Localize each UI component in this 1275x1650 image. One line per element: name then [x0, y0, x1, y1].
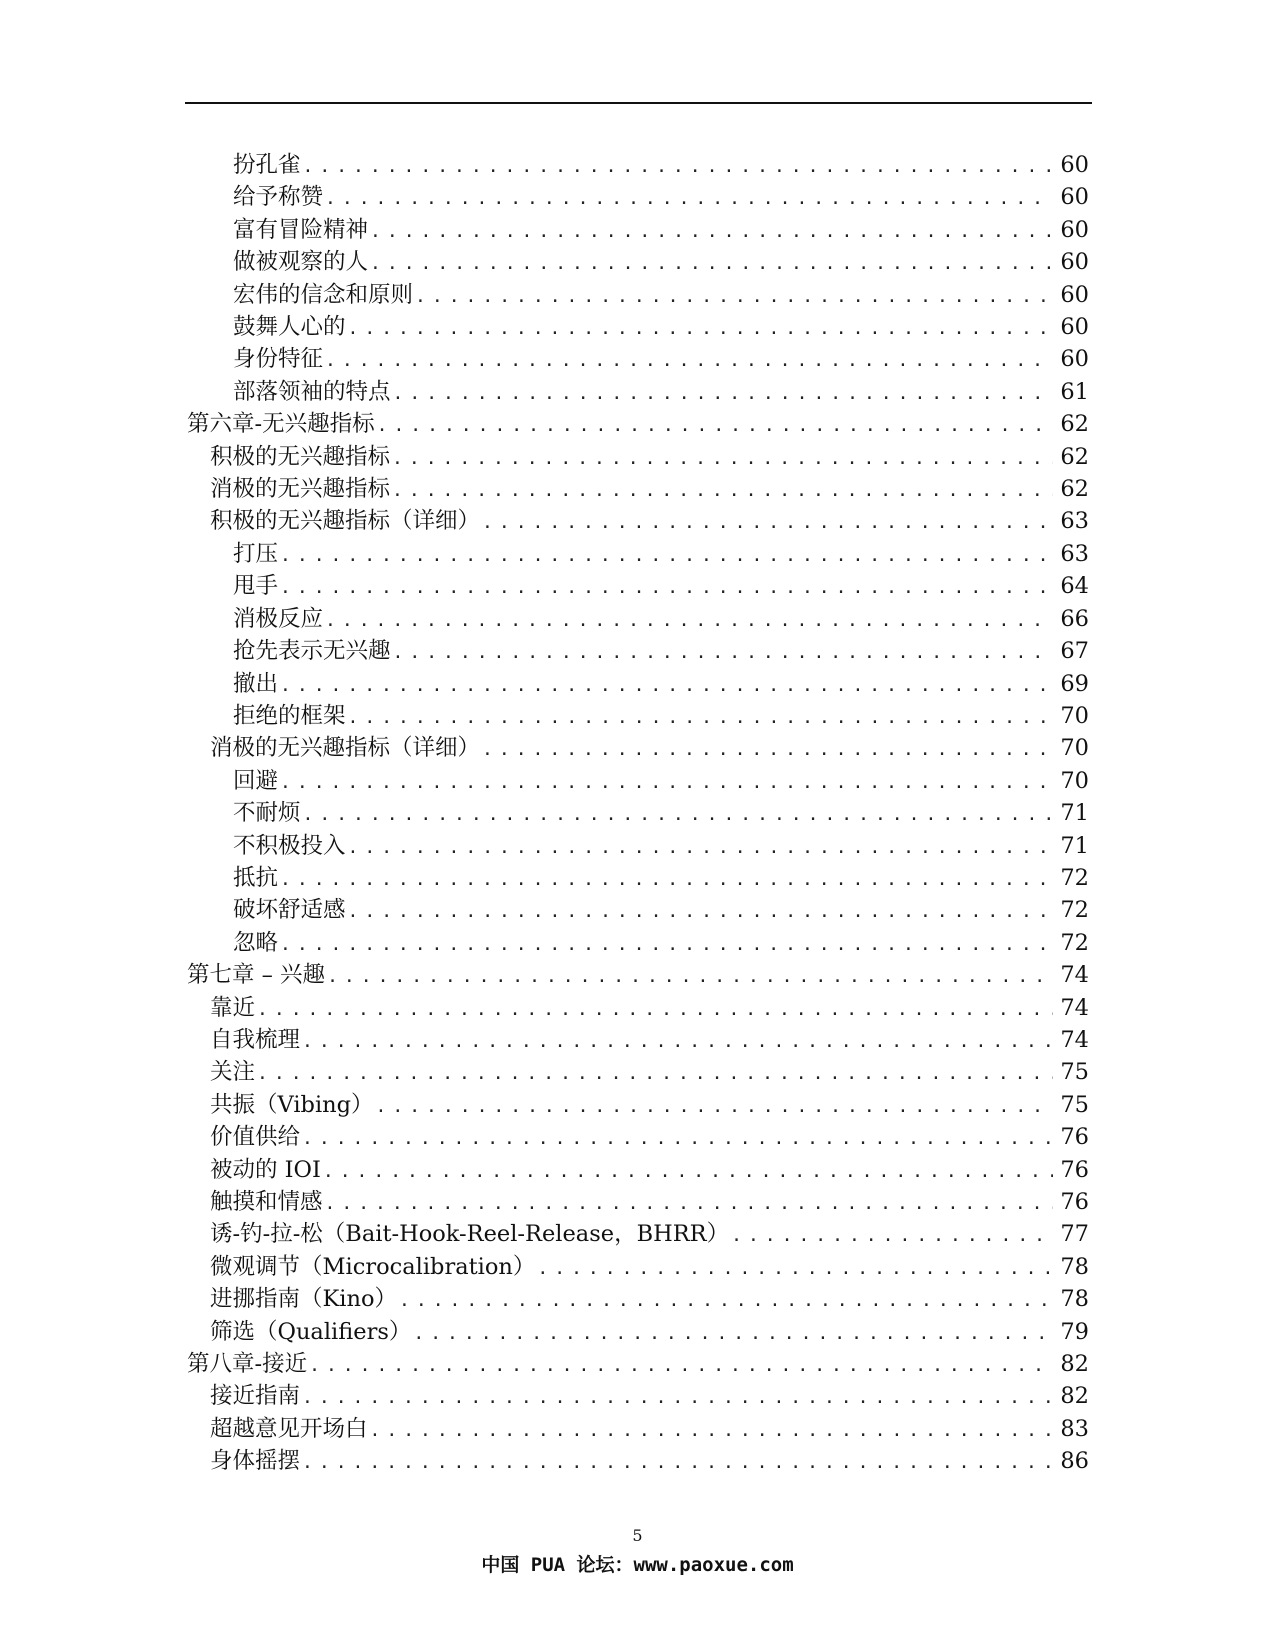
toc-entry-title: 宏伟的信念和原则 [233, 281, 414, 308]
toc-entry-title: 共振（Vibing） [210, 1091, 374, 1118]
toc-dot-leader [302, 1026, 1053, 1056]
toc-entry-page: 74 [1060, 962, 1089, 989]
toc-dot-leader [370, 216, 1053, 246]
toc-dot-leader [302, 1123, 1053, 1153]
toc-entry-title: 做被观察的人 [233, 249, 369, 276]
toc-entry-title: 消极的无兴趣指标 [210, 476, 391, 503]
toc-entry-title: 消极的无兴趣指标（详细） [210, 735, 481, 762]
toc-entry-title: 抵抗 [233, 864, 279, 891]
toc-dot-leader [280, 864, 1053, 894]
header-rule [185, 102, 1092, 104]
toc-entry-title: 撤出 [233, 670, 279, 697]
toc-entry[interactable] [187, 279, 1089, 311]
toc-entry-page: 64 [1060, 573, 1089, 600]
toc-entry[interactable] [187, 700, 1089, 732]
toc-entry-title: 扮孔雀 [233, 152, 301, 178]
toc-entry-page: 60 [1060, 249, 1089, 276]
toc-entry-title: 忽略 [233, 929, 279, 956]
toc-entry-title: 甩手 [233, 573, 279, 600]
toc-entry[interactable] [187, 538, 1089, 570]
toc-entry-title: 触摸和情感 [210, 1189, 323, 1215]
toc-dot-leader [257, 994, 1053, 1024]
toc-entry-title: 第八章-接近 [187, 1351, 308, 1378]
toc-dot-leader [370, 1415, 1053, 1445]
toc-entry[interactable] [187, 343, 1089, 375]
toc-entry[interactable] [187, 765, 1089, 797]
toc-dot-leader [377, 410, 1053, 440]
toc-dot-leader [348, 702, 1053, 732]
toc-entry-page: 60 [1060, 314, 1089, 341]
toc-entry-title: 靠近 [210, 994, 256, 1021]
toc-dot-leader [537, 1253, 1053, 1283]
toc-entry-title: 关注 [210, 1059, 256, 1086]
toc-entry-title: 破坏舒适感 [233, 897, 346, 924]
toc-entry-page: 75 [1060, 1091, 1089, 1118]
toc-entry-page: 70 [1060, 702, 1089, 729]
toc-entry-title: 鼓舞人心的 [233, 314, 346, 341]
toc-entry-page: 60 [1060, 184, 1089, 211]
toc-entry-page: 63 [1060, 540, 1089, 567]
toc-entry-page: 60 [1060, 281, 1089, 308]
toc-dot-leader [303, 799, 1053, 829]
toc-entry[interactable] [187, 1089, 1089, 1121]
toc-entry-page: 60 [1060, 346, 1089, 373]
toc-entry[interactable] [187, 214, 1089, 246]
toc-entry-page: 62 [1060, 411, 1089, 438]
footer-text: 中国 PUA 论坛：www.paoxue.com [481, 1554, 794, 1576]
toc-dot-leader [482, 734, 1053, 764]
toc-entry-title: 身份特征 [233, 346, 324, 373]
toc-entry[interactable] [187, 376, 1089, 408]
toc-entry[interactable] [187, 246, 1089, 278]
toc-entry[interactable] [187, 894, 1089, 926]
toc-entry-title: 打压 [233, 540, 279, 567]
toc-entry-page: 62 [1060, 476, 1089, 503]
page-number: 5 [632, 1526, 643, 1545]
toc-entry[interactable] [187, 927, 1089, 959]
toc-entry-title: 第七章 – 兴趣 [187, 962, 326, 989]
toc-entry-page: 76 [1060, 1124, 1089, 1151]
toc-entry-page: 61 [1060, 378, 1089, 405]
toc-entry[interactable] [187, 732, 1089, 764]
toc-entry[interactable] [187, 408, 1089, 440]
toc-dot-leader [302, 1447, 1053, 1477]
toc-entry-page: 72 [1060, 929, 1089, 956]
toc-entry[interactable] [187, 1316, 1089, 1348]
toc-entry[interactable] [187, 1413, 1089, 1445]
toc-entry-page: 71 [1060, 832, 1089, 859]
toc-entry-page: 77 [1060, 1221, 1089, 1248]
toc-dot-leader [280, 929, 1053, 959]
toc-dot-leader [731, 1220, 1053, 1250]
toc-entry-page: 70 [1060, 767, 1089, 794]
toc-entry[interactable] [187, 1218, 1089, 1250]
toc-entry[interactable] [187, 635, 1089, 667]
toc-entry-title: 自我梳理 [210, 1026, 301, 1053]
toc-entry-page: 72 [1060, 864, 1089, 891]
toc-dot-leader [280, 572, 1053, 602]
toc-entry-title: 拒绝的框架 [233, 702, 346, 729]
toc-entry-page: 86 [1060, 1448, 1089, 1475]
toc-dot-leader [280, 670, 1053, 700]
toc-dot-leader [325, 345, 1053, 375]
toc-entry[interactable] [187, 1186, 1089, 1218]
toc-entry[interactable] [187, 959, 1089, 991]
toc-entry-title: 给予称赞 [233, 184, 324, 211]
toc-entry-title: 富有冒险精神 [233, 216, 369, 243]
toc-entry-page: 82 [1060, 1351, 1089, 1378]
toc-entry-page: 83 [1060, 1415, 1089, 1442]
toc-entry[interactable] [187, 441, 1089, 473]
toc-entry-page: 76 [1060, 1156, 1089, 1183]
toc-entry-page: 74 [1060, 1026, 1089, 1053]
toc-entry-page: 60 [1060, 216, 1089, 243]
toc-entry-title: 被动的 IOI [210, 1156, 321, 1183]
toc-entry[interactable] [187, 1154, 1089, 1186]
toc-dot-leader [257, 1058, 1053, 1088]
toc-dot-leader [348, 832, 1053, 862]
toc-entry-page: 82 [1060, 1383, 1089, 1410]
toc-entry-title: 不积极投入 [233, 832, 346, 859]
toc-entry-title: 身体摇摆 [210, 1448, 301, 1475]
toc-dot-leader [370, 248, 1053, 278]
toc-entry-title: 积极的无兴趣指标 [210, 443, 391, 470]
toc-entry-title: 消极反应 [233, 605, 324, 632]
toc-entry[interactable] [187, 1024, 1089, 1056]
toc-dot-leader [348, 313, 1053, 343]
toc-entry-page: 67 [1060, 638, 1089, 665]
toc-entry[interactable] [187, 1380, 1089, 1412]
toc-entry-page: 70 [1060, 735, 1089, 762]
toc-entry[interactable] [187, 992, 1089, 1024]
toc-dot-leader [392, 475, 1053, 505]
toc-dot-leader [393, 637, 1053, 667]
toc-entry[interactable] [187, 311, 1089, 343]
toc-dot-leader [348, 896, 1053, 926]
toc-entry-title: 接近指南 [210, 1383, 301, 1410]
toc-dot-leader [325, 183, 1053, 213]
toc-entry-page: 72 [1060, 897, 1089, 924]
toc-entry-title: 筛选（Qualifiers） [210, 1318, 412, 1345]
toc-entry-title: 部落领袖的特点 [233, 378, 391, 405]
toc-entry-page: 75 [1060, 1059, 1089, 1086]
toc-entry-page: 71 [1060, 800, 1089, 827]
toc-entry[interactable] [187, 473, 1089, 505]
toc-entry-title: 不耐烦 [233, 800, 301, 827]
toc-dot-leader [280, 540, 1053, 570]
toc-dot-leader [302, 1382, 1053, 1412]
toc-entry-title: 第六章-无兴趣指标 [187, 411, 375, 438]
toc-entry-page: 60 [1060, 152, 1089, 178]
toc-entry-page: 78 [1060, 1286, 1089, 1313]
toc-entry-page: 79 [1060, 1318, 1089, 1345]
toc-entry-page: 63 [1060, 508, 1089, 535]
toc-dot-leader [303, 151, 1053, 181]
toc-dot-leader [392, 443, 1053, 473]
toc-entry-title: 进挪指南（Kino） [210, 1286, 398, 1313]
toc-dot-leader [399, 1285, 1053, 1315]
toc-dot-leader [325, 605, 1053, 635]
toc-entry-page: 78 [1060, 1253, 1089, 1280]
toc-entry-title: 价值供给 [210, 1124, 301, 1151]
toc-entry-page: 69 [1060, 670, 1089, 697]
toc-entry[interactable] [187, 830, 1089, 862]
toc-entry-title: 回避 [233, 767, 279, 794]
toc-dot-leader [280, 767, 1053, 797]
toc-dot-leader [376, 1091, 1053, 1121]
toc-entry[interactable] [187, 797, 1089, 829]
toc-entry[interactable] [187, 603, 1089, 635]
toc-dot-leader [415, 281, 1053, 311]
toc-entry[interactable] [187, 1445, 1089, 1477]
toc-entry-page: 66 [1060, 605, 1089, 632]
toc-entry-page: 74 [1060, 994, 1089, 1021]
toc-entry-title: 诱-钓-拉-松（Bait-Hook-Reel-Release，BHRR） [210, 1221, 730, 1248]
toc-entry[interactable] [187, 1283, 1089, 1315]
toc-entry-page: 62 [1060, 443, 1089, 470]
toc-entry[interactable] [187, 1056, 1089, 1088]
toc-dot-leader [413, 1318, 1053, 1348]
toc-entry-title: 微观调节（Microcalibration） [210, 1253, 536, 1280]
toc-entry-title: 积极的无兴趣指标（详细） [210, 508, 481, 535]
toc-dot-leader [323, 1156, 1053, 1186]
toc-entry-title: 超越意见开场白 [210, 1415, 368, 1442]
toc-entry[interactable] [187, 668, 1089, 700]
toc-entry[interactable] [187, 505, 1089, 537]
toc-dot-leader [393, 378, 1053, 408]
toc-entry-title: 抢先表示无兴趣 [233, 638, 391, 665]
toc-entry[interactable] [187, 862, 1089, 894]
toc-entry[interactable] [187, 1251, 1089, 1283]
toc-entry[interactable] [187, 570, 1089, 602]
toc-entry[interactable] [187, 181, 1089, 213]
toc-dot-leader [482, 507, 1053, 537]
toc-entry-page: 76 [1060, 1189, 1089, 1215]
toc-entry[interactable] [187, 1121, 1089, 1153]
toc-entry[interactable] [187, 1348, 1089, 1380]
toc-dot-leader [325, 1188, 1053, 1218]
table-of-contents [187, 149, 1089, 1478]
toc-entry[interactable] [187, 149, 1089, 181]
toc-dot-leader [309, 1350, 1053, 1380]
toc-dot-leader [327, 961, 1053, 991]
